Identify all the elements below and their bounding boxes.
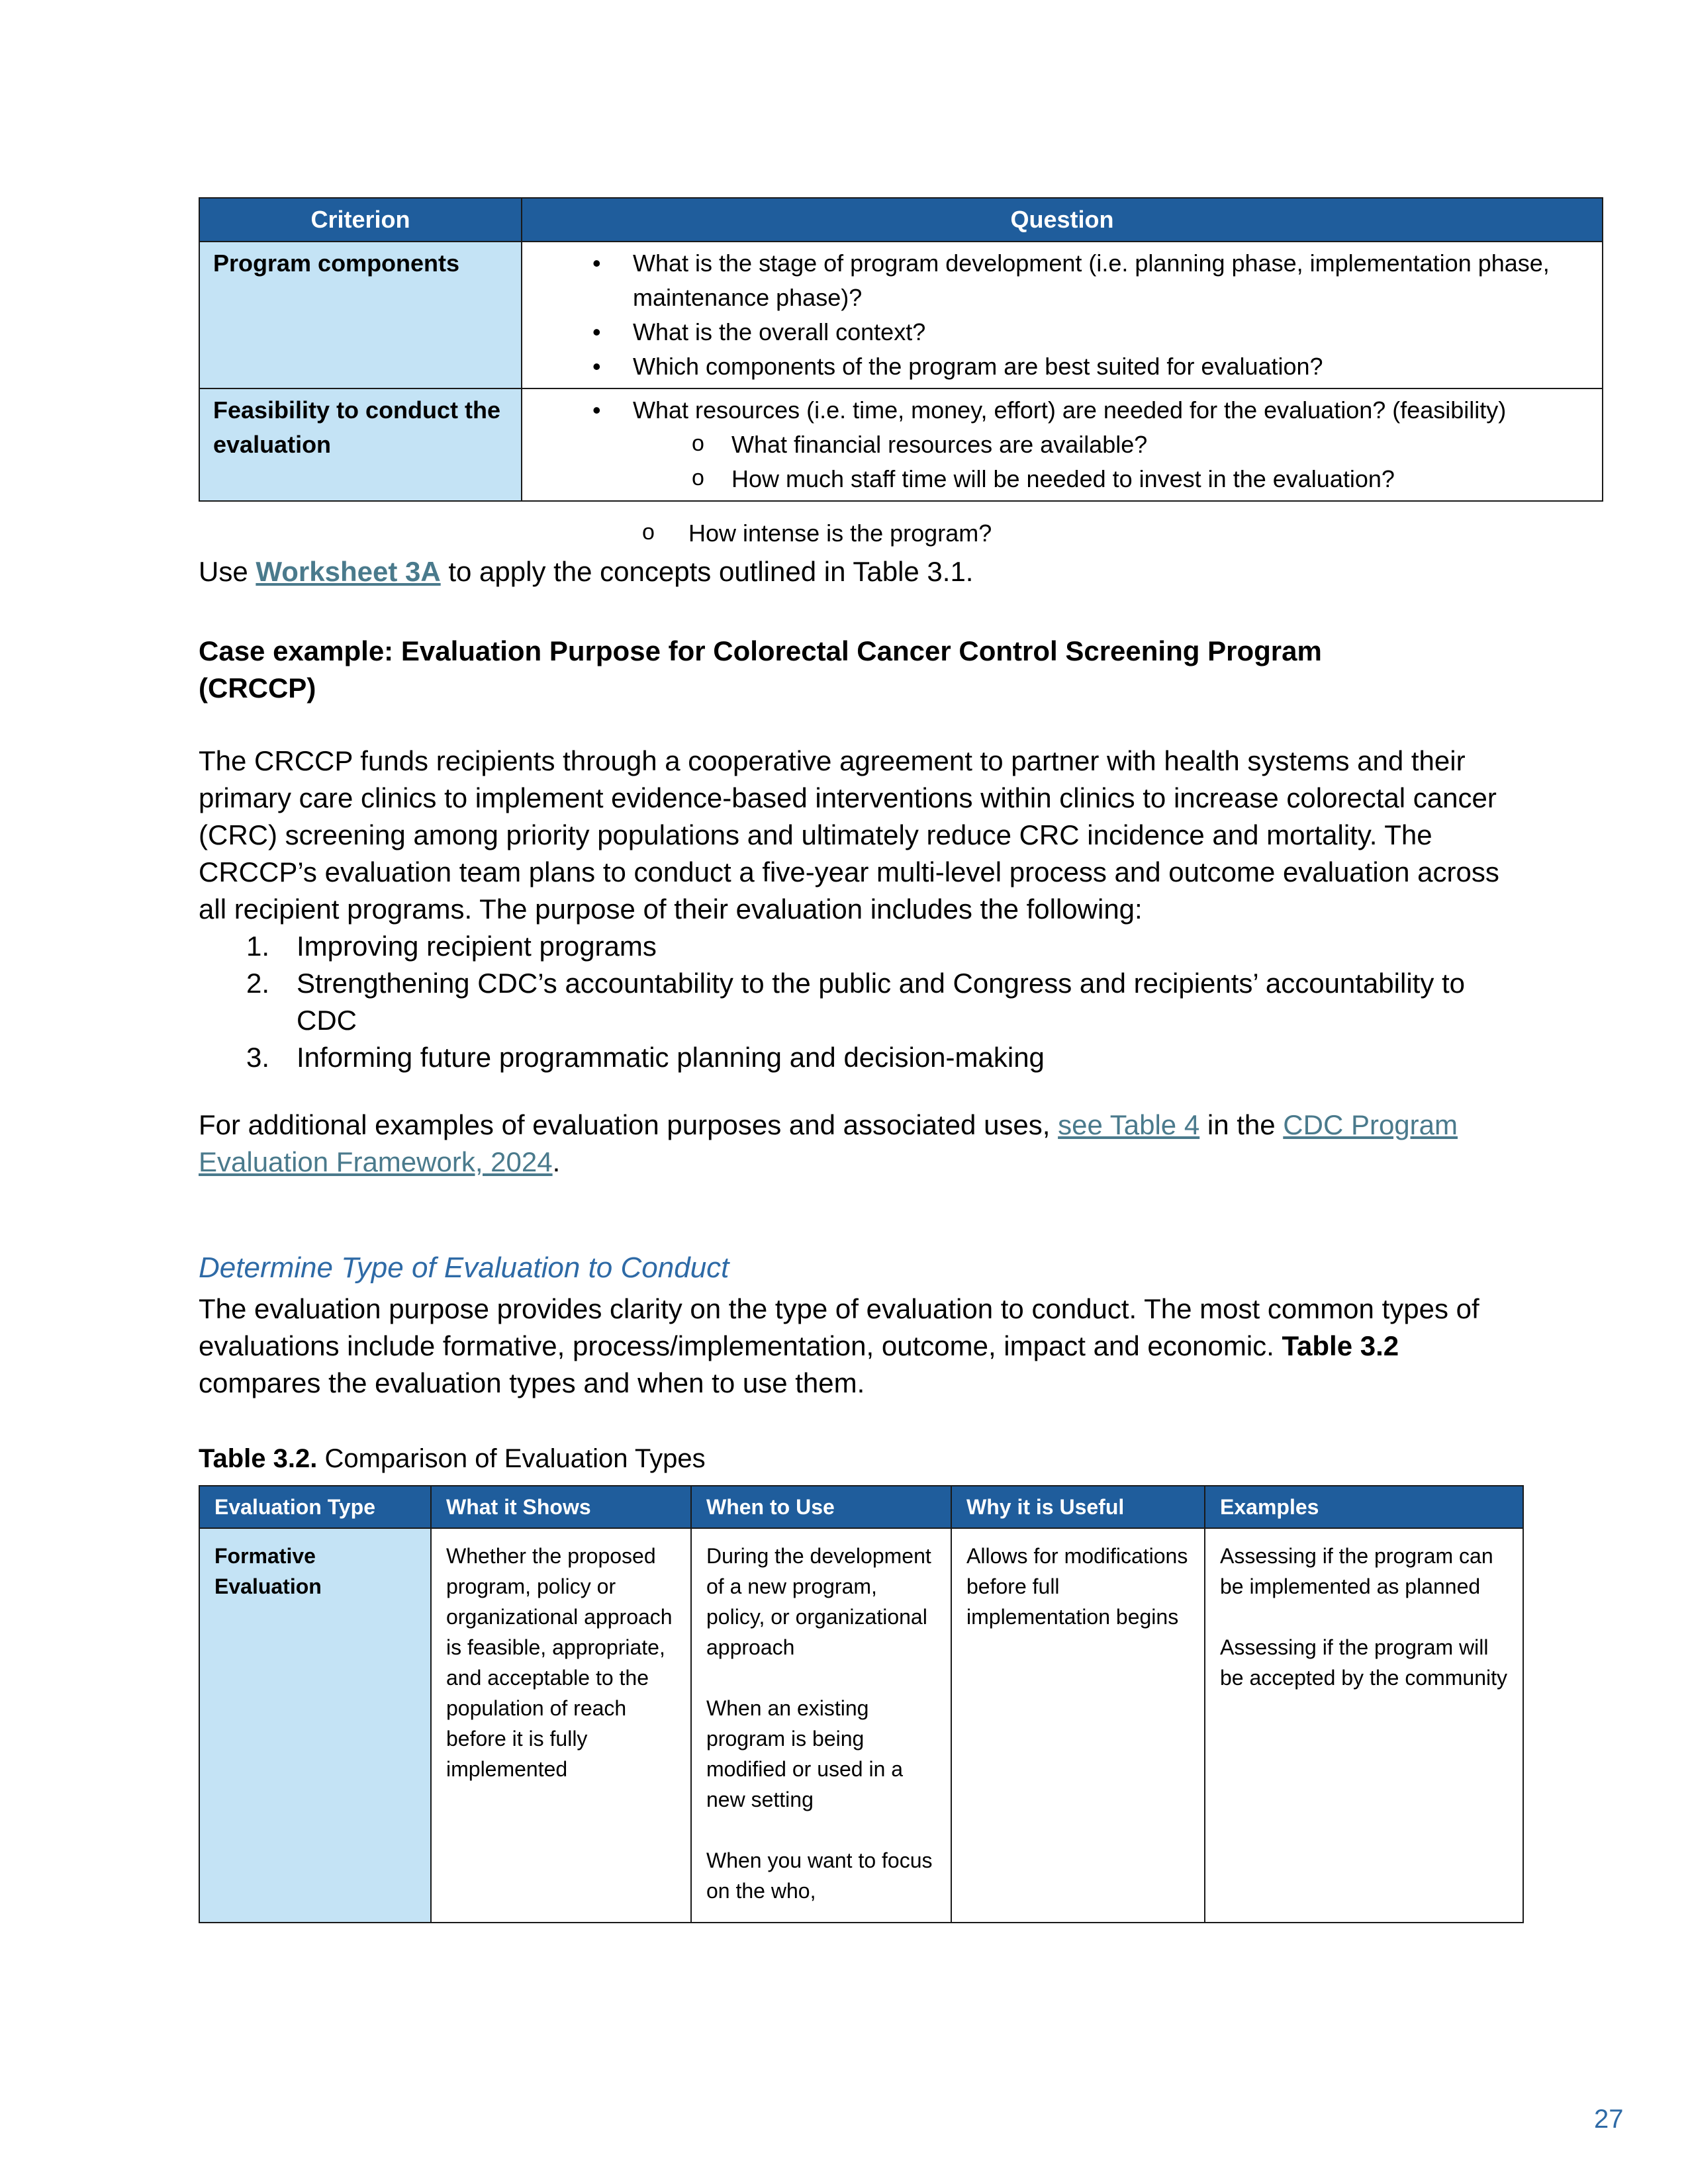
criterion-column-header: Criterion — [199, 198, 522, 242]
cdc-framework-link[interactable]: CDC Program Evaluation Framework, 2024 — [199, 1109, 1458, 1177]
criteria-table-header-row — [199, 198, 1603, 242]
why-useful-cell: Allows for modifications before full implementation begins — [951, 1528, 1205, 1923]
worksheet-instruction: Use Worksheet 3A to apply the concepts outlined in Table 3.1. — [199, 556, 974, 587]
criterion-cell: Feasibility to conduct the evaluation — [199, 388, 522, 501]
table-row — [199, 1528, 1523, 1923]
list-item: • What resources (i.e. time, money, effort) are needed for the evaluation? (feasibility) — [536, 393, 1589, 428]
table-row — [199, 388, 1603, 501]
evaluation-types-header-row — [199, 1486, 1523, 1528]
evaluation-purpose-list — [199, 928, 1523, 1076]
table-caption: Table 3.2. Comparison of Evaluation Types — [199, 1444, 706, 1473]
worksheet-3a-link[interactable]: Worksheet 3A — [256, 556, 441, 587]
list-item: 2. Strengthening CDC’s accountability to the public and Congress and recipients’ accountability to CDC — [246, 968, 1466, 1036]
evaluation-type-cell: Formative Evaluation — [199, 1528, 431, 1923]
criterion-cell: Program components — [199, 242, 522, 388]
list-item: o How much staff time will be needed to invest in the evaluation? — [633, 462, 1589, 496]
list-item: 3. Informing future programmatic planning and decision-making — [246, 1042, 1045, 1073]
table-row — [199, 242, 1603, 388]
question-cell — [522, 242, 1603, 388]
why-useful-column-header: Why it is Useful — [951, 1486, 1205, 1528]
case-example-paragraph: The CRCCP funds recipients through a cooperative agreement to partner with health systems and their primary care clinics to implement evidence-based interventions within clinics to increase colorectal cancer (CRC) screening among priority populations and ultimately reduce CRC incidence and mortality. The CRCCP’s evaluation team plans to conduct a five-year multi-level process and outcome evaluation across all recipient programs. The purpose of their evaluation includes the following: — [199, 745, 1499, 925]
examples-column-header: Examples — [1205, 1486, 1523, 1528]
list-item: 1. Improving recipient programs — [246, 931, 657, 962]
see-table-4-link[interactable]: see Table 4 — [1058, 1109, 1200, 1140]
when-to-use-column-header: When to Use — [691, 1486, 951, 1528]
list-item: • What is the stage of program development (i.e. planning phase, implementation phase, maintenance phase)? — [536, 246, 1589, 315]
overflow-sub-question: o How intense is the program? — [688, 516, 992, 551]
question-list — [536, 393, 1589, 428]
list-item: • Which components of the program are best suited for evaluation? — [536, 349, 1589, 384]
section-paragraph: The evaluation purpose provides clarity on the type of evaluation to conduct. The most common types of evaluations include formative, process/implementation, outcome, impact and economic. Table 3.2 compares the evaluation types and when to use them. — [199, 1293, 1479, 1398]
evaluation-type-column-header: Evaluation Type — [199, 1486, 431, 1528]
list-item: • What is the overall context? — [536, 315, 1589, 349]
what-it-shows-cell: Whether the proposed program, policy or organizational approach is feasible, appropriate, and acceptable to the population of reach before it is fully implemented — [431, 1528, 691, 1923]
sub-question-list — [536, 428, 1589, 496]
list-item: o What financial resources are available? — [633, 428, 1589, 462]
question-column-header: Question — [522, 198, 1603, 242]
examples-cell: Assessing if the program can be implemented as planned Assessing if the program will be accepted by the community — [1205, 1528, 1523, 1923]
question-cell — [522, 388, 1603, 501]
when-to-use-cell: During the development of a new program, policy, or organizational approach When an existing program is being modified or used in a new setting When you want to focus on the who, — [691, 1528, 951, 1923]
page-number: 27 — [1594, 2105, 1624, 2134]
question-list — [536, 246, 1589, 384]
additional-examples-paragraph: For additional examples of evaluation purposes and associated uses, see Table 4 in the CDC Program Evaluation Framework, 2024. — [199, 1109, 1458, 1177]
what-it-shows-column-header: What it Shows — [431, 1486, 691, 1528]
case-example-title: Case example: Evaluation Purpose for Colorectal Cancer Control Screening Program (CRCCP) — [199, 635, 1322, 704]
section-heading: Determine Type of Evaluation to Conduct — [199, 1251, 729, 1284]
evaluation-types-table — [199, 1485, 1524, 1923]
criteria-table — [199, 197, 1603, 502]
